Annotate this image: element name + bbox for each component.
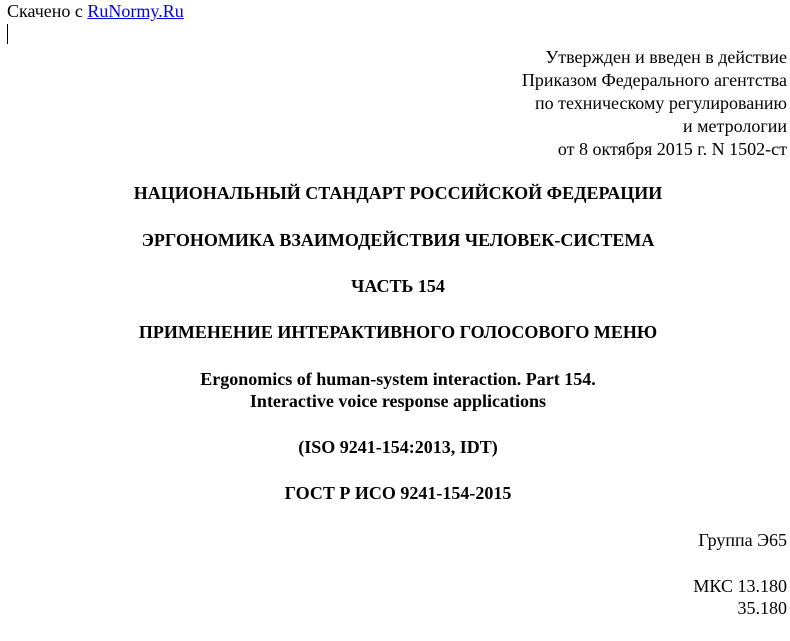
iso-reference: (ISO 9241-154:2013, IDT)	[298, 437, 498, 457]
english-title-line1: Ergonomics of human-system interaction. Part 154.	[200, 369, 596, 389]
standard-heading: НАЦИОНАЛЬНЫЙ СТАНДАРТ РОССИЙСКОЙ ФЕДЕРАЦИИ	[133, 183, 663, 203]
approval-line: от 8 октября 2015 г. N 1502-ст	[557, 139, 787, 159]
subtitle-heading: ПРИМЕНЕНИЕ ИНТЕРАКТИВНОГО ГОЛОСОВОГО МЕНЮ	[138, 322, 658, 342]
approval-line: Утвержден и введен в действие	[545, 47, 787, 67]
group-code: Группа Э65	[698, 530, 787, 550]
approval-line: по техническому регулированию	[534, 93, 787, 113]
mks-code-2: 35.180	[737, 598, 787, 618]
approval-line: и метрологии	[683, 116, 787, 136]
approval-block	[522, 46, 787, 161]
title-heading: ЭРГОНОМИКА ВЗАИМОДЕЙСТВИЯ ЧЕЛОВЕК-СИСТЕМА	[141, 230, 655, 250]
approval-line: Приказом Федерального агентства	[521, 70, 787, 90]
gost-designation: ГОСТ Р ИСО 9241-154-2015	[284, 483, 512, 503]
part-heading: ЧАСТЬ 154	[351, 276, 445, 296]
mks-code-1: МКС 13.180	[693, 576, 787, 596]
source-prefix: Скачено с	[7, 1, 88, 21]
source-link[interactable]: RuNormy.Ru	[87, 1, 184, 21]
text-cursor	[7, 24, 8, 44]
english-title-line2: Interactive voice response applications	[249, 391, 547, 411]
source-line	[7, 1, 184, 22]
